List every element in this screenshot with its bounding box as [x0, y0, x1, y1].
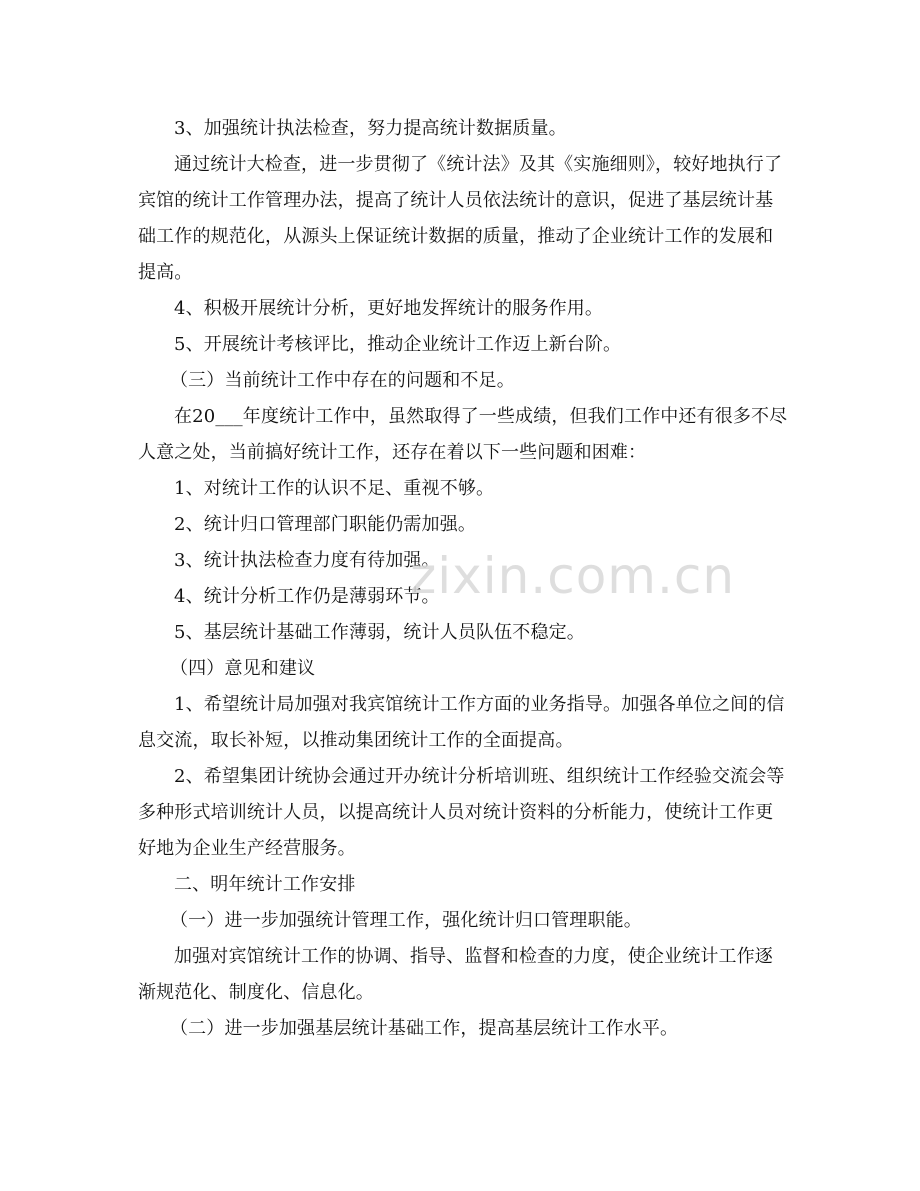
paragraph: 3、统计执法检查力度有待加强。 [174, 550, 440, 571]
section-heading: 二、明年统计工作安排 [174, 874, 356, 895]
paragraph: 4、积极开展统计分析，更好地发挥统计的服务作用。 [174, 298, 604, 319]
section-heading: （一）进一步加强统计管理工作，强化统计归口管理职能。 [170, 910, 642, 931]
section-heading: （三）当前统计工作中存在的问题和不足。 [170, 370, 515, 391]
paragraph: 1、希望统计局加强对我宾馆统计工作方面的业务指导。加强各单位之间的信息交流，取长补短，以推动集团统计工作的全面提高。 [138, 694, 785, 751]
paragraph: 加强对宾馆统计工作的协调、指导、监督和检查的力度，使企业统计工作逐渐规范化、制度化、信息化。 [138, 946, 773, 1003]
paragraph: 通过统计大检查，进一步贯彻了《统计法》及其《实施细则》，较好地执行了宾馆的统计工作管理办法，提高了统计人员依法统计的意识，促进了基层统计基础工作的规范化，从源头上保证统计数据的质量，推动了企业统计工作的发展和提高。 [138, 154, 783, 283]
paragraph: 2、统计归口管理部门职能仍需加强。 [174, 514, 477, 535]
paragraph: 3、加强统计执法检查，努力提高统计数据质量。 [174, 118, 567, 139]
paragraph: 1、对统计工作的认识不足、重视不够。 [174, 478, 495, 499]
section-heading: （二）进一步加强基层统计基础工作，提高基层统计工作水平。 [170, 1018, 679, 1039]
paragraph: 在20___年度统计工作中，虽然取得了一些成绩，但我们工作中还有很多不尽人意之处，当前搞好统计工作，还存在着以下一些问题和困难： [138, 406, 788, 463]
paragraph: 4、统计分析工作仍是薄弱环节。 [174, 586, 440, 607]
section-heading: （四）意见和建议 [170, 658, 316, 679]
watermark: zixin.com.cn [410, 547, 736, 605]
paragraph: 5、基层统计基础工作薄弱，统计人员队伍不稳定。 [174, 622, 585, 643]
paragraph: 2、希望集团计统协会通过开办统计分析培训班、组织统计工作经验交流会等多种形式培训统计人员，以提高统计人员对统计资料的分析能力，使统计工作更好地为企业生产经营服务。 [138, 766, 785, 859]
paragraph: 5、开展统计考核评比，推动企业统计工作迈上新台阶。 [174, 334, 622, 355]
